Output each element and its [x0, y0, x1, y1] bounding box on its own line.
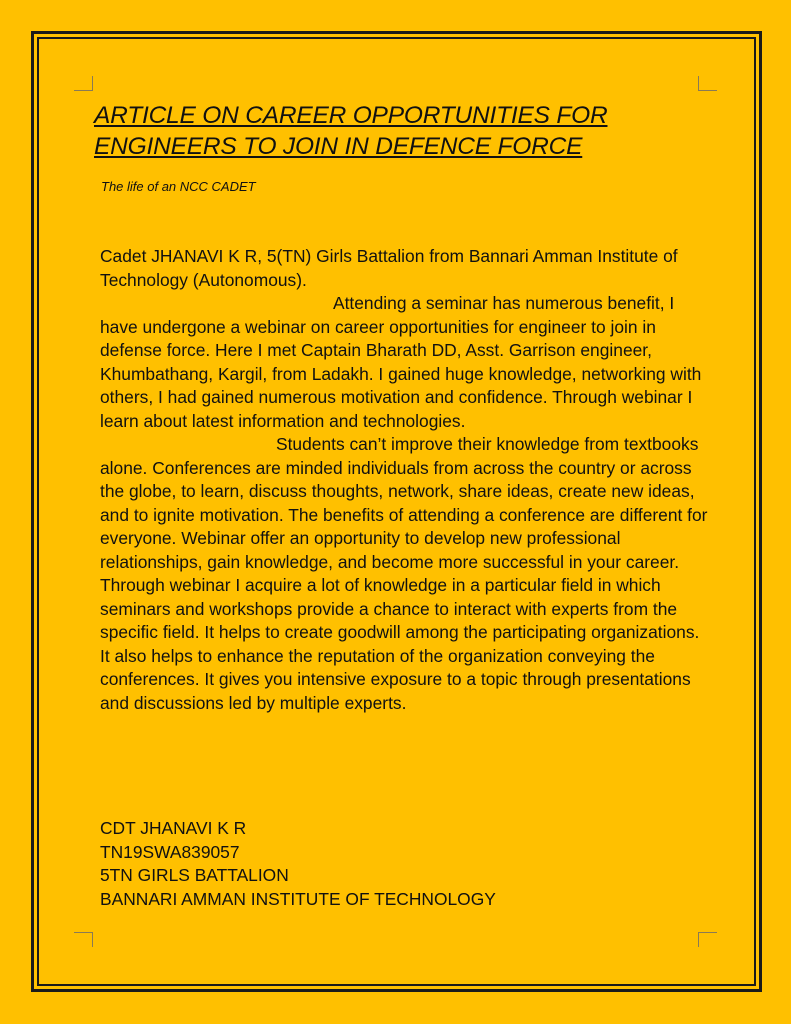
article-body — [100, 245, 710, 715]
body-paragraph-1: Attending a seminar has numerous benefit, I have undergone a webinar on career opportunities for engineer to join in defense force. Here I met Captain Bharath DD, Asst. Garrison engineer, Khumbathang, Kargil, from Ladakh. I gained huge knowledge, networking with others, I had gained numerous motivation and confidence. Through webinar I learn about latest information and technologies. — [100, 293, 702, 431]
crop-mark-bottom-left — [74, 932, 93, 947]
signature-institute: BANNARI AMMAN INSTITUTE OF TECHNOLOGY — [100, 888, 496, 909]
signature-battalion: 5TN GIRLS BATTALION — [100, 865, 289, 885]
article-title: ARTICLE ON CAREER OPPORTUNITIES FOR ENGINEERS TO JOIN IN DEFENCE FORCE — [94, 102, 608, 160]
intro-paragraph: Cadet JHANAVI K R, 5(TN) Girls Battalion from Bannari Amman Institute of Technology (Autonomous). — [100, 246, 678, 290]
signature-block — [100, 817, 710, 911]
crop-mark-bottom-right — [698, 932, 717, 947]
article-subtitle: The life of an NCC CADET — [101, 179, 256, 194]
crop-mark-top-right — [698, 76, 717, 91]
body-paragraph-2: Students can’t improve their knowledge from textbooks alone. Conferences are minded individuals from across the country or across the globe, to learn, discuss thoughts, network, share ideas, create new ideas, and to ignite motivation. The benefits of attending a conference are different for everyone. Webinar offer an opportunity to develop new professional relationships, gain knowledge, and become more successful in your career. Through webinar I acquire a lot of knowledge in a particular field in which seminars and workshops provide a chance to interact with experts from the specific field. It helps to create goodwill among the participating organizations. It also helps to enhance the reputation of the organization conveying the conferences. It gives you intensive exposure to a topic through presentations and discussions led by multiple experts. — [100, 434, 708, 713]
signature-name: CDT JHANAVI K R — [100, 818, 247, 838]
crop-mark-top-left — [74, 76, 93, 91]
signature-reg-no: TN19SWA839057 — [100, 841, 240, 862]
